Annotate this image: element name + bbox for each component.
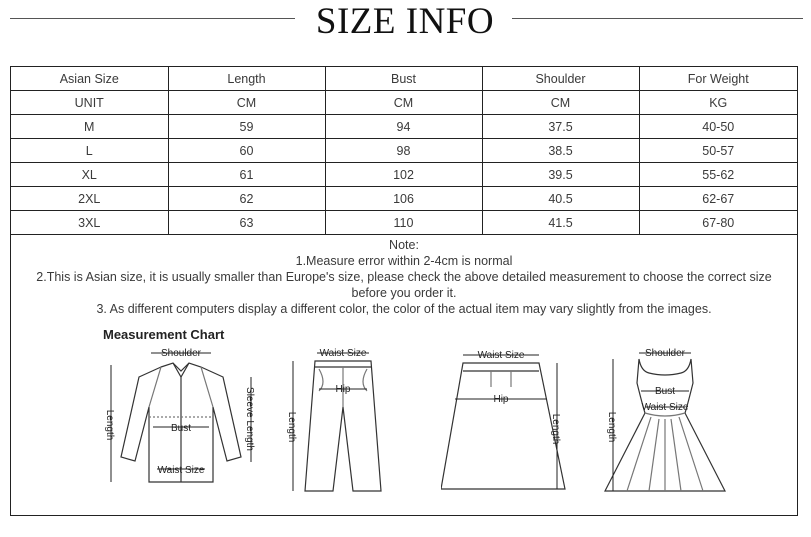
table-row [11,139,797,163]
pants-length-label: Length [286,411,297,443]
table-row [11,187,797,211]
skirt-length-label: Length [550,413,561,445]
size-cell: 2XL [11,187,168,211]
table-row [11,163,797,187]
size-chart-frame [10,66,798,516]
size-cell: M [11,115,168,139]
shirt-diagram [101,347,261,497]
length-cell: 61 [168,163,325,187]
pants-waist-label: Waist Size [319,348,367,359]
shirt-length-label: Length [104,409,115,441]
unit-cell: CM [325,91,482,115]
header-cell: Length [168,67,325,91]
dress-shoulder-label: Shoulder [644,348,686,359]
table-unit-row [11,91,797,115]
table-row [11,115,797,139]
dress-diagram [601,347,731,497]
weight-cell: 55-62 [639,163,797,187]
size-cell: XL [11,163,168,187]
shoulder-cell: 41.5 [482,211,639,235]
page-title: SIZE INFO [315,1,495,42]
length-cell: 63 [168,211,325,235]
shoulder-cell: 37.5 [482,115,639,139]
length-cell: 59 [168,115,325,139]
page-header [0,0,811,46]
bust-cell: 102 [325,163,482,187]
shirt-waist-label: Waist Size [157,465,205,476]
unit-cell: UNIT [11,91,168,115]
weight-cell: 62-67 [639,187,797,211]
weight-cell: 40-50 [639,115,797,139]
measurement-chart-title: Measurement Chart [103,327,225,342]
dress-length-label: Length [606,411,617,443]
note-line-3: 3. As different computers display a different color, the color of the actual item may vary slightly from the images. [96,302,712,316]
shoulder-cell: 38.5 [482,139,639,163]
shoulder-cell: 39.5 [482,163,639,187]
title-rule-right [512,18,803,19]
weight-cell: 50-57 [639,139,797,163]
header-cell: Bust [325,67,482,91]
size-cell: L [11,139,168,163]
bust-cell: 98 [325,139,482,163]
shirt-shoulder-label: Shoulder [160,348,202,359]
notes-block [11,237,797,317]
pants-diagram [279,347,389,497]
note-line-2a: 2.This is Asian size, it is usually smaller than Europe's size, please check the above detailed measurement to choose the correct size [36,270,772,284]
notes-heading: Note: [389,238,419,252]
dress-waist-label: Waist Size [641,402,689,413]
skirt-waist-label: Waist Size [477,350,525,361]
size-cell: 3XL [11,211,168,235]
table-header-row [11,67,797,91]
title-rule-left [10,18,295,19]
size-table [11,67,797,235]
bust-cell: 94 [325,115,482,139]
header-cell: Asian Size [11,67,168,91]
pants-hip-label: Hip [335,384,351,395]
header-cell: Shoulder [482,67,639,91]
unit-cell: KG [639,91,797,115]
bust-cell: 106 [325,187,482,211]
length-cell: 60 [168,139,325,163]
header-cell: For Weight [639,67,797,91]
shoulder-cell: 40.5 [482,187,639,211]
note-line-1: 1.Measure error within 2-4cm is normal [295,254,513,268]
unit-cell: CM [168,91,325,115]
shirt-bust-label: Bust [170,423,192,434]
table-row [11,211,797,235]
bust-cell: 110 [325,211,482,235]
unit-cell: CM [482,91,639,115]
skirt-hip-label: Hip [493,394,509,405]
note-line-2b: before you order it. [351,286,457,300]
dress-bust-label: Bust [654,386,676,397]
weight-cell: 67-80 [639,211,797,235]
length-cell: 62 [168,187,325,211]
skirt-diagram [441,347,571,497]
shirt-sleeve-label: Sleeve Length [244,387,255,451]
